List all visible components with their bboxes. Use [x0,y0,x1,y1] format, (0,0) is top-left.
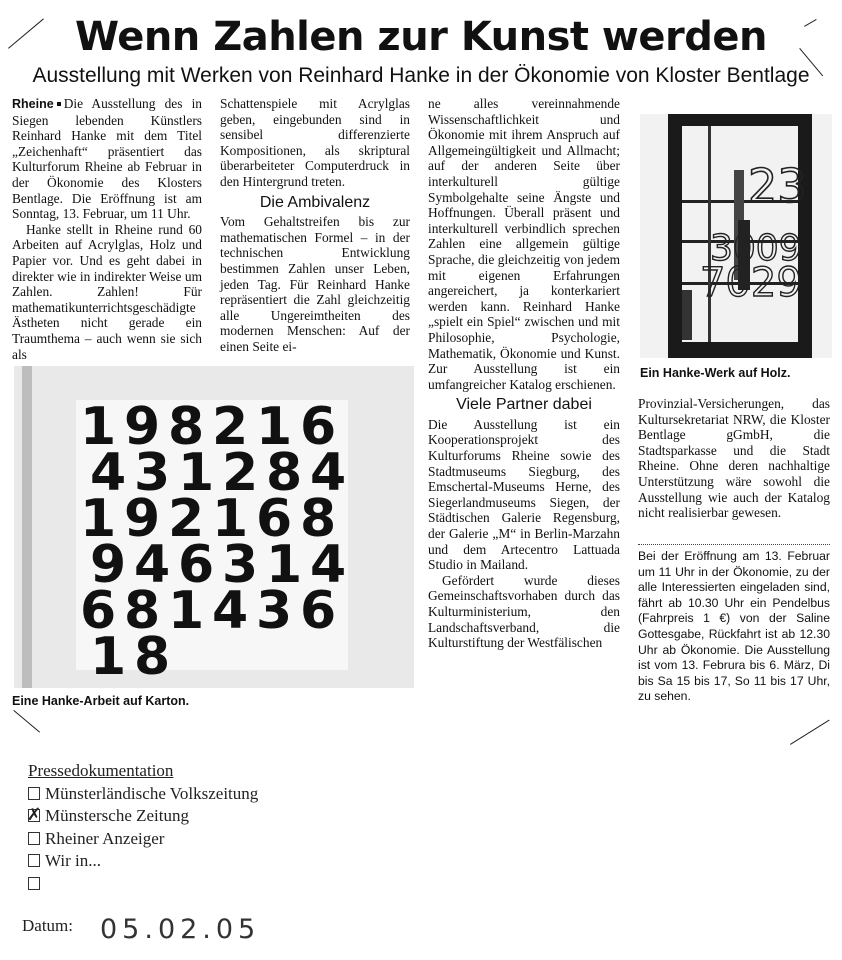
karton-digit: 6 [80,581,117,641]
col2-paragraph-2: Vom Gehaltstreifen bis zur mathematischen Formel – in der technischen Entwicklung bestimmen Zahlen unser Leben, jeden Tag. Für Reinhard Hanke repräsentiert die Zahl gleichzeitig alle Ungereimtheiten des modernen Menschen: Auf der einen Seite ei- [220,214,410,354]
col3-paragraph-1: ne alles vereinnahmende Wissenschaftlichkeit und Ökonomie mit ihrem Anspruch auf Allgemeingültigkeit und Allmacht; auf der anderen Seite über interkulturell gültige Symbolgehalte seine Ängste und Hoffnungen. Überall präsent und interkulturell verbindlich sprechen Zahlen eine allgemein gültige Sprache, die gleichzeitig von jedem mit eigenen Erfahrungen angereichert, ja konterkariert werden kann. Reinhard Hanke „spielt ein Spiel“ zwischen und mit Philosophie, Psychologie, Mathematik, Ökonomie und Kunst. Zur Ausstellung ist ein umfangreicher Katalog erschienen. [428,96,620,392]
karton-artwork [14,366,414,688]
karton-digit: 9 [124,489,161,549]
press-clipping-form [28,760,348,895]
handwritten-date: 05.02.05 [100,914,261,945]
col4-paragraph-1: Provinzial-Versicherungen, das Kultursekretariat NRW, die Kloster Bentlage gGmbH, die Stadtsparkasse und die Stadt Rheine. Ohne deren nachhaltige Unterstützung wäre sowohl die Ausstellung wie auch der Katalog nicht realisierbar gewesen. [638,396,830,521]
holz-artwork [638,110,834,360]
article-column-2 [220,96,410,355]
corner-mark-bottom-left [13,710,40,733]
infobox-divider [638,544,830,545]
clipping-item-label: Wir in... [45,851,101,870]
clipping-item [28,783,348,806]
karton-digit: 1 [80,397,117,457]
image-hanke-karton [14,366,414,688]
karton-digit: 8 [266,443,303,503]
karton-digit: 3 [256,581,293,641]
karton-digit: 1 [178,443,215,503]
checkbox-icon [28,877,40,890]
karton-digit: 6 [178,535,215,595]
date-label: Datum: [22,916,73,935]
clipping-item-label: Rheiner Anzeiger [45,828,165,848]
karton-digit: 1 [90,627,127,687]
karton-digit: 8 [134,627,171,687]
karton-digit: 1 [168,581,205,641]
karton-digit: 3 [222,535,259,595]
caption-holz: Ein Hanke-Werk auf Holz. [640,366,791,380]
col3-paragraph-2: Die Ausstellung ist ein Kooperationsprojekt des Kulturforums Rheine sowie des Stadtmuseums Siegburg, des Emschertal-Museums Herne, des Siegerlandmuseums Siegen, der Städtischen Galerie Regensburg, der Galerie „M“ in Berlin-Marzahn und dem Artecentro Lattuada Studio in Mailand. [428,416,620,573]
holz-number-2: 3009 [710,228,802,269]
article-subheadline: Ausstellung mit Werken von Reinhard Hanke in der Ökonomie von Kloster Bentlage [32,64,810,87]
dateline-square-icon [57,102,61,106]
clipping-item [28,873,348,896]
col1-paragraph-1: Die Ausstellung des in Siegen lebenden Künstlers Reinhard Hanke mit dem Titel „Zeichenhaft“ präsentiert das Kulturforum Rheine ab Februar in der Ökonomie des Klosters Bentlage. Die Eröffnung ist am Sonntag, 13. Februar, um 11 Uhr. [12,96,202,222]
karton-digit: 8 [124,581,161,641]
col2-paragraph-1: Schattenspiele mit Acrylglas geben, eingebunden sind in sensibel differenzierte Kompositionen, als skriptural überarbeiteter Computerdruck in den Hintergrund treten. [220,96,410,189]
checkbox-icon [28,854,40,867]
karton-digit: 1 [256,397,293,457]
karton-digit: 2 [212,397,249,457]
checkbox-icon [28,787,40,800]
karton-digit: 4 [310,443,347,503]
karton-digit: 3 [134,443,171,503]
karton-digit: 1 [80,489,117,549]
checked-checkbox-icon [28,809,40,822]
article-column-1 [12,96,202,362]
infobox-text: Bei der Eröffnung am 13. Februar um 11 Uhr in der Ökonomie, zu der alle Interessierten eingeladen sind, fährt ab 10.30 Uhr ein Pendelbus (Fahrpreis 1 €) von der Saline Gottesgabe, Rückfahrt ist ab 12.30 Uhr ab Ökonomie. Die Ausstellung ist vom 13. Februra bis 6. März, Di bis Sa 15 bis 17, So 11 bis 17 Uhr, zu sehen. [638,549,830,704]
karton-digit: 4 [90,443,127,503]
karton-digit: 8 [300,489,337,549]
holz-number-1: 23 [748,159,807,213]
col3-paragraph-3: Gefördert wurde dieses Gemeinschaftsvorhaben durch das Kulturministerium, den Landschaftsverband, die Kulturstiftung der Westfälischen [428,572,620,651]
article-dateline: Rheine [12,97,54,111]
karton-digit: 2 [222,443,259,503]
karton-digit: 8 [168,397,205,457]
clipping-item-label: Münstersche Zeitung [45,806,189,825]
karton-digit: 4 [310,535,347,595]
karton-digit: 2 [168,489,205,549]
checkbox-icon [28,832,40,845]
karton-digit: 1 [212,489,249,549]
article-headline: Wenn Zahlen zur Kunst werden [75,14,767,60]
clipping-title: Pressedokumentation [28,761,174,780]
caption-karton: Eine Hanke-Arbeit auf Karton. [12,694,190,708]
article-column-3 [428,96,620,651]
karton-digit: 1 [266,535,303,595]
clipping-item-label: Münsterländische Volkszeitung [45,783,259,803]
karton-digit: 9 [124,397,161,457]
col1-paragraph-2: Hanke stellt in Rheine rund 60 Arbeiten auf Acrylglas, Holz und Papier vor. Und es geht dabei in direkter wie in indirekter Weise um Zahlen. Zahlen! Für mathematikunterrichtsgeschädigte Ästheten nicht gerade ein Traumthema – auch wenn sie sich als [12,221,202,362]
clipping-item [28,805,348,828]
karton-digit: 4 [212,581,249,641]
clipping-item [28,828,348,851]
col3-subhead: Viele Partner dabei [456,396,592,414]
karton-digit: 6 [300,581,337,641]
karton-digit: 6 [300,397,337,457]
karton-digit: 6 [256,489,293,549]
event-infobox [638,538,830,705]
article-column-4 [638,396,830,521]
image-hanke-holz [638,110,834,360]
corner-mark-bottom-right [790,720,830,745]
holz-number-3: 7029 [700,260,802,306]
clipping-item [28,850,348,873]
karton-digit: 9 [90,535,127,595]
col2-subhead: Die Ambivalenz [259,193,371,211]
karton-digit: 4 [134,535,171,595]
